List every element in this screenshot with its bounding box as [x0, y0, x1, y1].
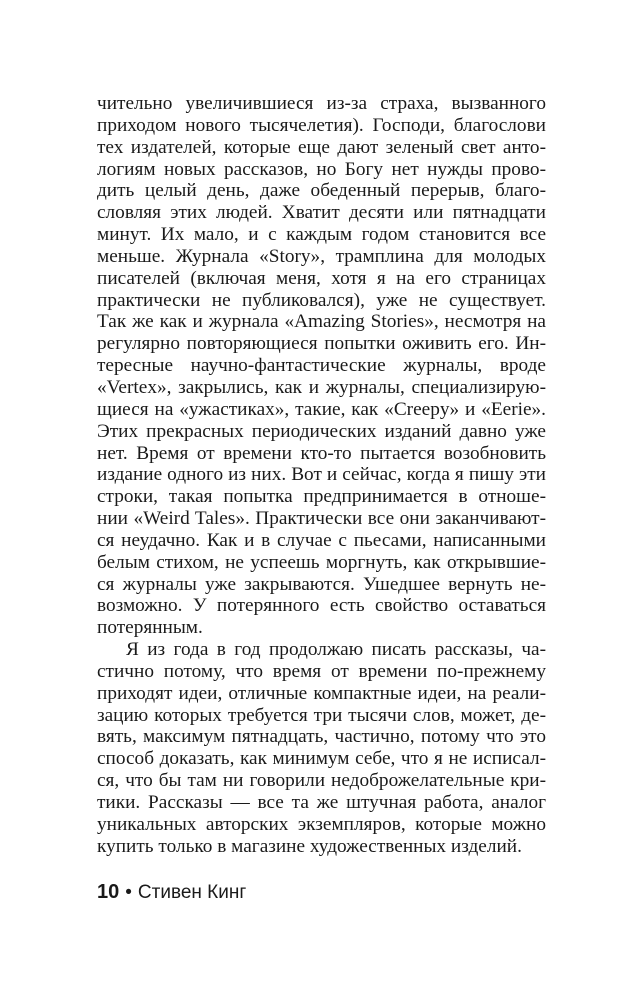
text-line: вять, максимум пятнадцать, частично, потому что это — [97, 726, 546, 748]
text-line: чительно увеличившиеся из-за страха, вызванного — [97, 93, 546, 114]
text-line: купить только в магазине художественных изделий. — [97, 835, 522, 857]
page-footer — [97, 881, 246, 904]
page-body-text — [97, 93, 546, 858]
text-line: ся неудачно. Как и в случае с пьесами, написанными — [97, 529, 546, 551]
text-line: Так же как и журнала «Amazing Stories», несмотря на — [97, 311, 546, 333]
text-line: тересные научно-фантастические журналы, вроде — [97, 355, 546, 377]
paragraph — [97, 93, 546, 639]
text-line: тики. Рассказы — все та же штучная работа, аналог — [97, 792, 546, 813]
text-line: белым стихом, не успеешь моргнуть, как открывшие- — [97, 551, 546, 573]
text-line: писателей (включая меня, хотя я на его страницах — [97, 267, 546, 289]
text-line: регулярно повторяющиеся попытки оживить его. Ин- — [97, 333, 546, 355]
text-line: дить целый день, даже обеденный перерыв, благо- — [97, 180, 546, 202]
text-line: возможно. У потерянного есть свойство оставаться — [97, 595, 546, 617]
text-line: приходом нового тысячелетия). Господи, благослови — [97, 114, 546, 136]
text-line: щиеся на «ужастиках», такие, как «Creepy» и «Eerie». — [97, 398, 546, 420]
text-line: стично потому, что время от времени по-прежнему — [97, 660, 546, 682]
text-line: минут. Их мало, и с каждым годом становится все — [97, 224, 546, 246]
paragraph — [97, 639, 546, 857]
text-line: строки, такая попытка предпринимается в отноше- — [97, 486, 546, 508]
text-line: потерянным. — [97, 617, 203, 639]
text-line: зацию которых требуется три тысячи слов, может, де- — [97, 704, 546, 726]
text-line: Этих прекрасных периодических изданий давно уже — [97, 420, 546, 442]
text-line: практически не публиковался), уже не существует. — [97, 289, 546, 311]
text-line: меньше. Журнала «Story», трамплина для молодых — [97, 245, 546, 267]
text-line: логиям новых рассказов, но Богу нет нужды прово- — [97, 158, 546, 180]
page-number: 10 — [97, 881, 120, 903]
text-line: ся, что бы там ни говорили недоброжелательные кри- — [97, 770, 546, 792]
text-line: словляя этих людей. Хватит десяти или пятнадцати — [97, 202, 546, 224]
text-line: Я из года в год продолжаю писать рассказы, ча- — [126, 639, 546, 661]
text-line: ся журналы уже закрываются. Ушедшее вернуть не- — [97, 573, 546, 595]
text-line: способ доказать, как минимум себе, что я не исписал- — [97, 748, 546, 770]
text-line: издание одного из них. Вот и сейчас, когда я пишу эти — [97, 464, 546, 486]
text-line: нет. Время от времени кто-то пытается возобновить — [97, 442, 546, 464]
text-line: нии «Weird Tales». Практически все они заканчивают- — [97, 508, 546, 530]
text-line: тех издателей, которые еще дают зеленый свет анто- — [97, 136, 546, 158]
running-author: Стивен Кинг — [137, 882, 247, 903]
text-line: уникальных авторских экземпляров, которые можно — [97, 813, 546, 835]
text-line: «Vertex», закрылись, как и журналы, специализирую- — [97, 376, 546, 398]
separator-bullet: • — [125, 882, 132, 903]
text-line: приходят идеи, отличные компактные идеи, на реали- — [97, 682, 546, 704]
